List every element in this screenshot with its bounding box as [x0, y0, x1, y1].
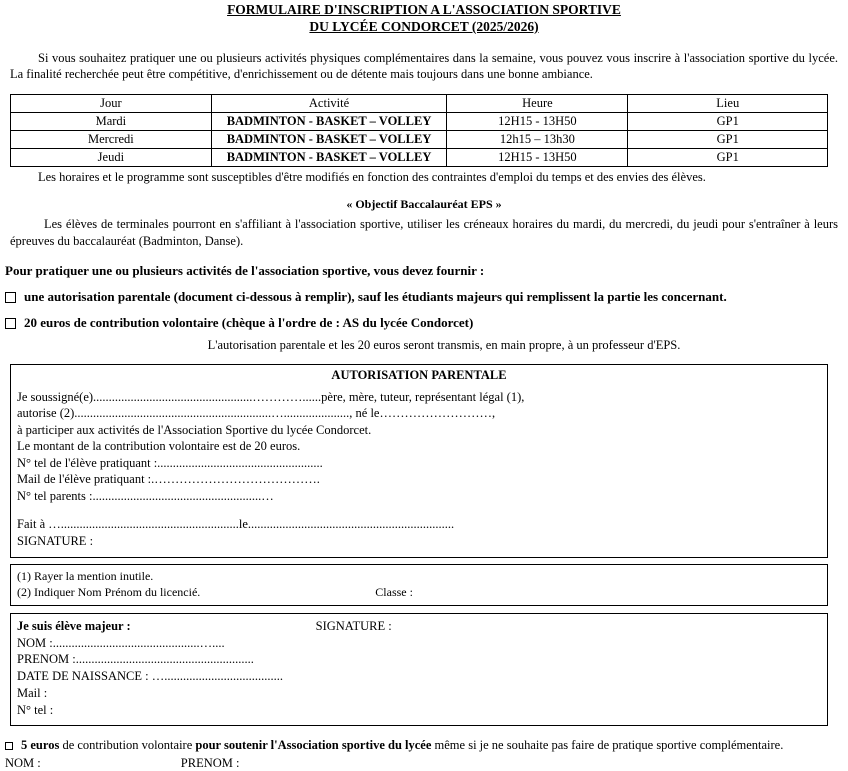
checkbox-row-contribution[interactable]	[5, 315, 843, 331]
cell-heure: 12H15 - 13H50	[447, 113, 628, 131]
table-row	[11, 131, 828, 149]
final-bold2: pour soutenir l'Association sportive du lycée	[195, 737, 432, 752]
majeur-line-mail: Mail :	[17, 686, 48, 701]
footnotes-box	[10, 564, 828, 605]
checkbox-icon[interactable]	[5, 292, 16, 303]
cell-heure: 12H15 - 13H50	[447, 149, 628, 167]
final-prenom-label: PRENOM :	[180, 755, 240, 770]
intro-text: Si vous souhaitez pratiquer une ou plusieurs activités physiques complémentaires dans la semaine, vous pouvez vous inscrire à l'association sportive du lycée. La finalité recherchée peut être compétitive, d'enrichissement ou de détente mais toujours dans une bonne ambiance.	[10, 50, 838, 81]
cell-lieu: GP1	[628, 149, 828, 167]
final-amount: 5 euros	[21, 737, 60, 752]
footnote-2-row	[17, 584, 821, 600]
cell-activite: BADMINTON - BASKET – VOLLEY	[211, 149, 447, 167]
checkbox-icon[interactable]	[5, 318, 16, 329]
final-text	[21, 738, 783, 753]
cell-lieu: GP1	[628, 113, 828, 131]
majeur-signature-label: SIGNATURE :	[315, 618, 392, 633]
objectif-paragraph	[10, 216, 838, 249]
fournir-heading: Pour pratiquer une ou plusieurs activités de l'association sportive, vous devez fournir :	[5, 262, 485, 278]
signature-label: SIGNATURE :	[17, 533, 94, 548]
footnote-2: (2) Indiquer Nom Prénom du licencié.	[17, 585, 201, 600]
autorisation-line-3: à participer aux activités de l'Association Sportive du lycée Condorcet.	[17, 422, 372, 437]
majeur-line-nom: NOM :...............................................…....	[17, 635, 225, 650]
spacer	[17, 504, 821, 516]
autorisation-line-2: autorise (2)...............................................................…....................., né le………………………,	[17, 406, 496, 421]
schedule-table	[10, 94, 828, 167]
majeur-line-tel: N° tel :	[17, 703, 54, 717]
eleve-majeur-box	[10, 613, 828, 726]
transmis-note: L'autorisation parentale et les 20 euros seront transmis, en main propre, à un professeur d'EPS.	[207, 337, 681, 352]
majeur-header-row	[17, 618, 821, 635]
table-row	[11, 113, 828, 131]
final-names-row	[5, 756, 843, 771]
autorisation-line-5: N° tel de l'élève pratiquant :.....................................................	[17, 455, 323, 470]
footnote-1: (1) Rayer la mention inutile.	[17, 569, 154, 584]
header-activite: Activité	[211, 95, 447, 113]
header-heure: Heure	[447, 95, 628, 113]
cell-lieu: GP1	[628, 131, 828, 149]
cell-heure: 12h15 – 13h30	[447, 131, 628, 149]
final-nom-label: NOM :	[5, 755, 41, 770]
intro-paragraph	[10, 50, 838, 83]
final-mid: de contribution volontaire	[59, 737, 196, 752]
classe-label: Classe :	[375, 585, 413, 600]
cell-jour: Mercredi	[11, 131, 212, 149]
cell-jour: Mardi	[11, 113, 212, 131]
autorisation-line-6: Mail de l'élève pratiquant :.………………………………….	[17, 472, 320, 487]
final-tail: même si je ne souhaite pas faire de pratique sportive complémentaire.	[431, 737, 784, 752]
checkbox-label-contribution: 20 euros de contribution volontaire (chèque à l'ordre de : AS du lycée Condorcet)	[24, 314, 474, 330]
objectif-heading: « Objectif Baccalauréat EPS »	[346, 197, 502, 212]
autorisation-title: AUTORISATION PARENTALE	[331, 367, 507, 382]
schedule-note-text: Les horaires et le programme sont susceptibles d'être modifiés en fonction des contraintes d'emploi du temps et des envies des élèves.	[38, 170, 706, 185]
fait-a-line: Fait à ….........................................................le..................................................................	[17, 517, 455, 532]
checkbox-row-autorisation[interactable]	[5, 289, 843, 305]
autorisation-body	[11, 387, 827, 558]
header-jour: Jour	[11, 95, 212, 113]
header-lieu: Lieu	[628, 95, 828, 113]
cell-activite: BADMINTON - BASKET – VOLLEY	[211, 113, 447, 131]
majeur-line-naissance: DATE DE NAISSANCE : …......................................	[17, 669, 283, 684]
cell-activite: BADMINTON - BASKET – VOLLEY	[211, 131, 447, 149]
table-row	[11, 149, 828, 167]
title-line-1: FORMULAIRE D'INSCRIPTION A L'ASSOCIATION SPORTIVE	[227, 2, 621, 17]
table-header-row	[11, 95, 828, 113]
final-checkbox-row[interactable]	[5, 738, 843, 753]
autorisation-parentale-box	[10, 364, 828, 559]
page-title	[0, 0, 848, 36]
cell-jour: Jeudi	[11, 149, 212, 167]
schedule-note	[10, 170, 838, 185]
checkbox-label-autorisation: une autorisation parentale (document ci-dessous à remplir), sauf les étudiants majeurs qui remplissent la partie les concernant.	[24, 288, 727, 304]
majeur-heading: Je suis élève majeur :	[17, 618, 131, 633]
autorisation-line-1: Je soussigné(e)...................................................…………......père, mère, tuteur, représentant légal (1),	[17, 389, 525, 404]
title-line-2: DU LYCÉE CONDORCET (2025/2026)	[309, 18, 539, 34]
objectif-text: Les élèves de terminales pourront en s'affiliant à l'association sportive, utiliser les créneaux horaires du mardi, du mercredi, du jeudi pour s'entraîner à leurs épreuves du baccalauréat (Badminton, Danse).	[10, 217, 838, 248]
checkbox-icon[interactable]	[5, 742, 13, 750]
autorisation-line-4: Le montant de la contribution volontaire est de 20 euros.	[17, 439, 301, 454]
majeur-line-prenom: PRENOM :.........................................................	[17, 652, 254, 667]
autorisation-line-7: N° tel parents :......................................................…	[17, 488, 274, 503]
